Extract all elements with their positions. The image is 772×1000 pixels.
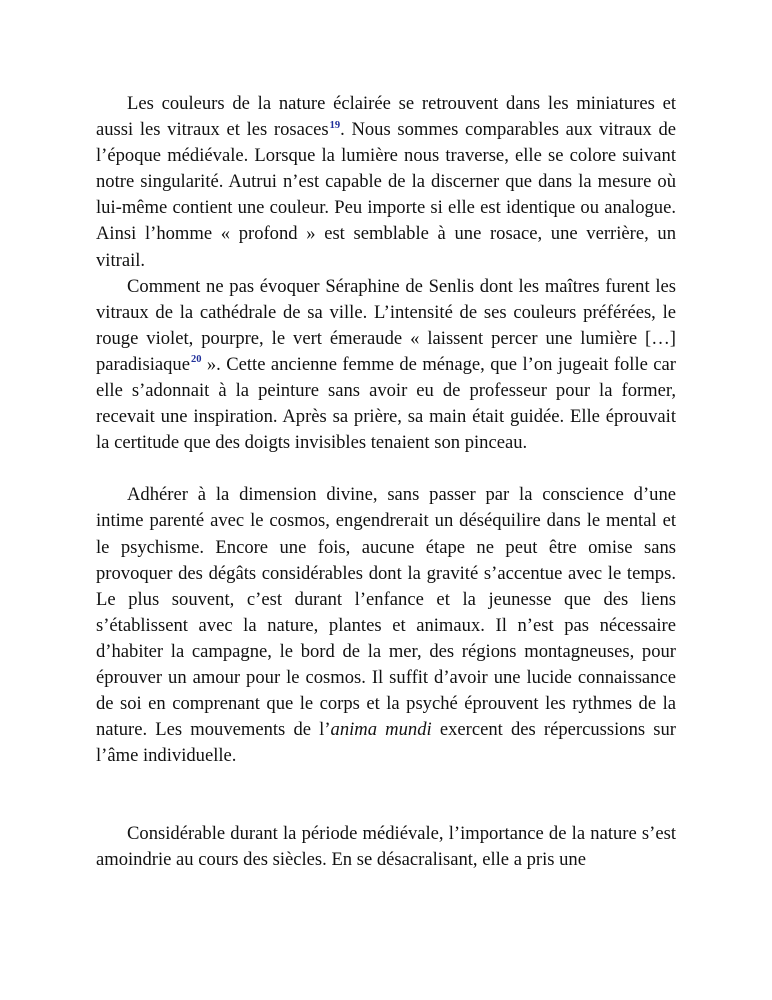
paragraph-divine-dimension: [96, 482, 676, 769]
footnote-ref-20[interactable]: 20: [190, 354, 202, 366]
paragraph-text: exercent des répercussions sur l’âme individuelle.: [96, 719, 676, 767]
paragraph-text: Les couleurs de la nature éclairée se retrouvent dans les miniatures et aussi les vitraux et les rosaces: [96, 93, 676, 141]
document-page: [96, 91, 676, 874]
italic-term-anima-mundi: anima mundi: [330, 719, 432, 741]
paragraph-text: Comment ne pas évoquer Séraphine de Senlis dont les maîtres furent les vitraux de la cathédrale de sa ville. L’intensité de ses couleurs préférées, le rouge violet, pourpre, le vert émeraude « laissent percer une lumière […] paradisiaque: [96, 275, 676, 375]
footnote-ref-19[interactable]: 19: [329, 119, 341, 131]
paragraph-medieval-nature: [96, 821, 676, 873]
paragraph-text: . Nous sommes comparables aux vitraux de l’époque médiévale. Lorsque la lumière nous traverse, elle se colore suivant notre singularité. Autrui n’est capable de la discerner que dans la mesure où lui-même contient une couleur. Peu importe si elle est identique ou analogue. Ainsi l’homme « profond » est semblable à une rosace, une verrière, un vitrail.: [96, 119, 677, 271]
paragraph-text: ». Cette ancienne femme de ménage, que l’on jugeait folle car elle s’adonnait à la peinture sans avoir eu de professeur pour la former, recevait une inspiration. Après sa prière, sa main était guidée. Elle éprouvait la certitude que des doigts invisibles tenaient son pinceau.: [96, 353, 676, 454]
paragraph-text: Adhérer à la dimension divine, sans passer par la conscience d’une intime parenté avec le cosmos, engendrerait un déséquilire dans le mental et le psychisme. Encore une fois, aucune étape ne peut être omise sans provoquer des dégâts considérables dont la gravité s’accentue avec le temps. Le plus souvent, c’est durant l’enfance et la jeunesse que des liens s’établissent avec la nature, plantes et animaux. Il n’est pas nécessaire d’habiter la campagne, le bord de la mer, des régions montagneuses, pour éprouver un amour pour le cosmos. Il suffit d’avoir une lucide connaissance de soi en comprenant que le corps et la psyché éprouvent les rythmes de la nature. Les mouvements de l’: [96, 484, 676, 741]
paragraph-seraphine: [96, 274, 676, 457]
paragraph-stained-glass: [96, 91, 676, 274]
paragraph-text: Considérable durant la période médiévale, l’importance de la nature s’est amoindrie au cours des siècles. En se désacralisant, elle a pris une: [96, 823, 676, 871]
